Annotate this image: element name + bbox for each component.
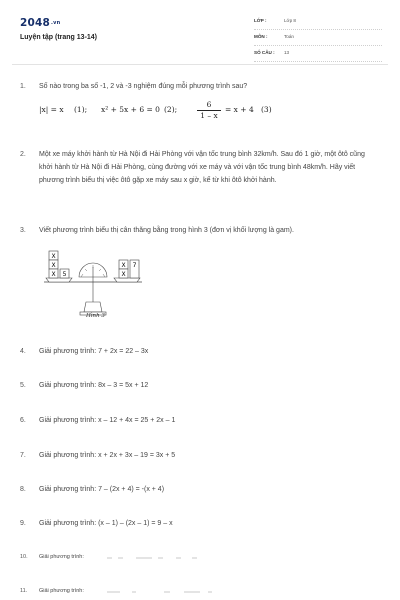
page-title: Luyện tập (trang 13-14)	[20, 34, 98, 41]
question-text: Giải phương trình: x + 2x + 3x – 19 = 3x + 5	[39, 452, 176, 459]
weight-label: X	[121, 262, 126, 269]
question-text: Giải phương trình: x – 12 + 4x = 25 + 2x – 1	[39, 417, 176, 424]
question-text: Giải phương trình: (x – 1) – (2x – 1) = 9 – x	[39, 520, 173, 527]
weight-label: 5	[62, 271, 67, 278]
question-number: 7.	[20, 452, 26, 459]
meta-value: 13	[284, 50, 290, 55]
question-4	[20, 345, 379, 358]
meta-value: Toán	[284, 34, 294, 39]
question-number: 6.	[20, 417, 26, 424]
question-text: Giải phương trình:	[39, 588, 84, 594]
header	[0, 0, 400, 64]
equation-2: x² + 5x + 6 = 0	[101, 105, 160, 114]
question-3	[20, 224, 379, 237]
meta-key: SỐ CÂU :	[254, 50, 275, 55]
question-text: Giải phương trình: 8x – 3 = 5x + 12	[39, 382, 149, 389]
question-number: 8.	[20, 486, 26, 493]
question-number: 11.	[20, 588, 28, 594]
question-number: 4.	[20, 348, 26, 355]
site-logo[interactable]	[20, 17, 60, 29]
question-8	[20, 483, 379, 496]
figure-caption: Hình 3	[86, 313, 105, 319]
logo-suffix: .vn	[51, 20, 61, 26]
meta-table	[254, 15, 382, 63]
meta-row-count	[254, 47, 382, 62]
question-11	[20, 585, 380, 598]
question-number: 5.	[20, 382, 26, 389]
question-text: Giải phương trình: 7 – (2x + 4) = -(x + 4)	[39, 486, 165, 493]
question-text: Một xe máy khởi hành từ Hà Nội đi Hải Phòng với vận tốc trung bình 32km/h. Sau đó 1 giờ, một ôtô cũng khởi hành từ Hà Nội đi Hải Phòng, cùng đường với xe máy và với vận tốc trung bình 48km/h. Hãy viết phương trình biểu thị việc ôtô gặp xe máy sau x giờ, kể từ khi ôtô khởi hành.	[39, 151, 365, 184]
question-7	[20, 449, 379, 462]
question-5	[20, 379, 379, 392]
question-2	[20, 148, 379, 187]
left-pan	[46, 278, 72, 282]
meta-key: LỚP :	[254, 18, 267, 23]
header-divider	[12, 64, 388, 65]
question-text: Số nào trong ba số -1, 2 và -3 nghiệm đúng mỗi phương trình sau?	[39, 83, 248, 90]
question-number: 2.	[20, 151, 26, 158]
question-1	[20, 80, 379, 93]
equation-1: |x| = x	[39, 105, 64, 114]
q1-formula	[39, 100, 339, 122]
equation-1-tag: (1);	[74, 105, 88, 114]
question-number: 9.	[20, 520, 26, 527]
equation-2-tag: (2);	[164, 105, 178, 114]
weight-label: X	[51, 262, 56, 269]
meta-value: Lớp 8	[284, 18, 296, 23]
meta-row-class	[254, 15, 382, 30]
question-number: 3.	[20, 227, 26, 234]
weight-label: X	[51, 271, 56, 278]
question-6	[20, 414, 379, 427]
question-text: Giải phương trình: 7 + 2x = 22 – 3x	[39, 348, 149, 355]
question-number: 10.	[20, 554, 28, 560]
q11-formula	[106, 586, 256, 598]
right-pan	[114, 278, 140, 282]
equation-3-tag: (3)	[261, 105, 272, 114]
question-number: 1.	[20, 83, 26, 90]
weight-label: 7	[132, 262, 137, 269]
logo-text: 2048	[20, 17, 51, 29]
fraction-denominator: 1 – x	[200, 111, 218, 120]
equation-3-rhs: = x + 4	[225, 105, 254, 114]
question-10	[20, 551, 380, 564]
question-text: Viết phương trình biểu thị cân thăng bằng trong hình 3 (đơn vị khối lượng là gam).	[39, 227, 294, 234]
question-9	[20, 517, 379, 530]
weight-label: X	[121, 271, 126, 278]
meta-row-subject	[254, 31, 382, 46]
scale-base	[84, 302, 102, 312]
weight-label: X	[51, 253, 56, 260]
q10-formula	[106, 552, 236, 564]
fraction-numerator: 6	[206, 100, 212, 109]
meta-key: MÔN :	[254, 34, 268, 39]
question-text: Giải phương trình:	[39, 554, 84, 560]
